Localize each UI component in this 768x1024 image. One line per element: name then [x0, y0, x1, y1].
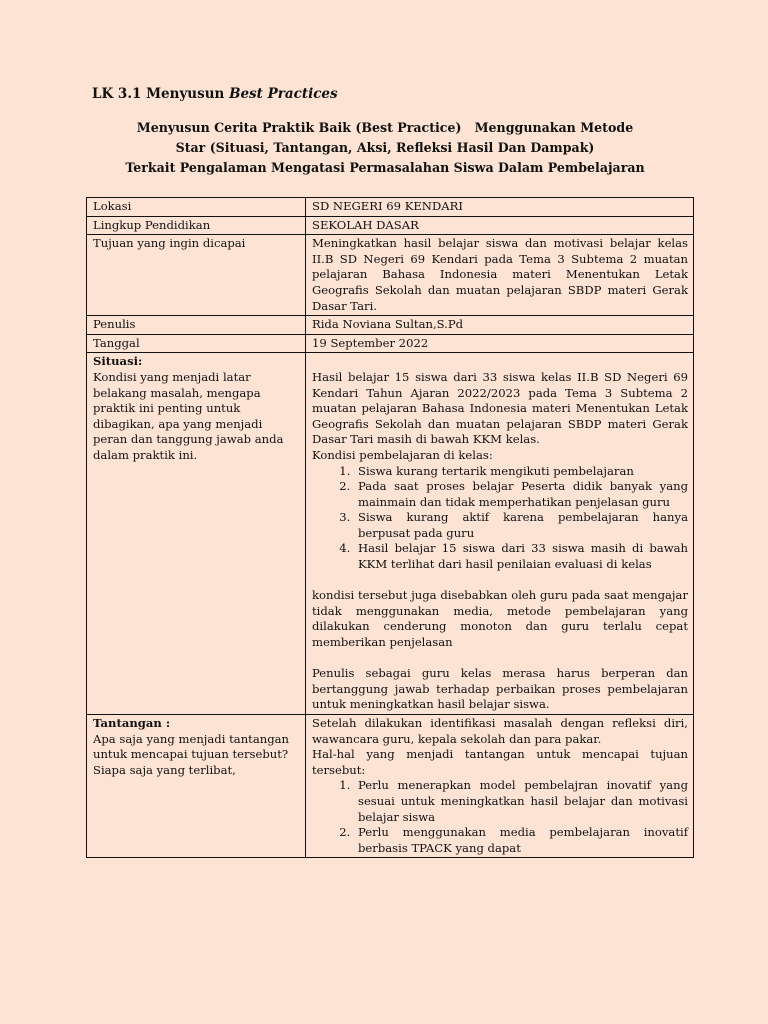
label-tanggal: Tanggal — [87, 334, 306, 353]
situasi-intro: Hasil belajar 15 siswa dari 33 siswa kelas II.B SD Negeri 69 Kendari Tahun Ajaran 2022/2023 pada Tema 3 Subtema 2 muatan pelajaran Bahasa Indonesia materi Menentukan Letak Geografis Sekolah dan muatan pelajaran SBDP materi Gerak Dasar Tari masih di bawah KKM kelas. — [312, 369, 688, 447]
list-item: 2. Pada saat proses belajar Peserta didik banyak yang mainmain dan tidak memperhatikan penjelasan guru — [354, 479, 688, 510]
tantangan-content-cell — [306, 715, 694, 858]
tantangan-list — [312, 778, 688, 856]
heading-line-2: Star (Situasi, Tantangan, Aksi, Refleksi Hasil Dan Dampak) — [175, 140, 595, 155]
list-item: 3. Siswa kurang aktif karena pembelajaran hanya berpusat pada guru — [354, 510, 688, 541]
list-item: 4. Hasil belajar 15 siswa dari 33 siswa masih di bawah KKM terlihat dari hasil penilaian evaluasi di kelas — [354, 541, 688, 572]
situasi-content-cell — [306, 353, 694, 715]
tantangan-title: Tantangan : — [93, 716, 171, 730]
label-lingkup: Lingkup Pendidikan — [87, 216, 306, 235]
tantangan-prompt: Apa saja yang menjadi tantangan untuk mencapai tujuan tersebut? Siapa saja yang terlibat, — [93, 731, 290, 777]
situasi-paragraph-3: Penulis sebagai guru kelas merasa harus berperan dan bertanggung jawab terhadap perbaikan proses pembelajaran untuk meningkatkan hasil belajar siswa. — [312, 666, 688, 712]
lk-title: LK 3.1 Menyusun Best Practices — [92, 86, 338, 102]
situasi-title: Situasi: — [93, 354, 143, 369]
label-penulis: Penulis — [87, 316, 306, 335]
situasi-paragraph-2: kondisi tersebut juga disebabkan oleh guru pada saat mengajar tidak menggunakan media, metode pembelajaran yang dilakukan cenderung monoton dan guru terlalu cepat memberikan penjelasan — [312, 588, 688, 650]
row-tujuan — [87, 235, 694, 316]
best-practice-table — [86, 197, 694, 858]
tantangan-intro-2: Hal-hal yang menjadi tantangan untuk mencapai tujuan tersebut: — [312, 747, 688, 777]
list-item: 1. Perlu menerapkan model pembelajran inovatif yang sesuai untuk meningkatkan hasil belajar dan motivasi belajar siswa — [354, 778, 688, 825]
label-lokasi: Lokasi — [87, 198, 306, 217]
value-tanggal: 19 September 2022 — [306, 334, 694, 353]
value-penulis: Rida Noviana Sultan,S.Pd — [306, 316, 694, 335]
situasi-label-cell — [87, 353, 306, 715]
tantangan-label-cell — [87, 715, 306, 858]
document-heading — [80, 118, 690, 178]
value-lingkup: SEKOLAH DASAR — [306, 216, 694, 235]
value-lokasi: SD NEGERI 69 KENDARI — [306, 198, 694, 217]
row-lokasi — [87, 198, 694, 217]
list-item: 1. Siswa kurang tertarik mengikuti pembelajaran — [354, 464, 688, 480]
value-tujuan: Meningkatkan hasil belajar siswa dan motivasi belajar kelas II.B SD Negeri 69 Kendari pada Tema 3 Subtema 2 muatan pelajaran Bahasa Indonesia materi Menentukan Letak Geografis Sekolah dan muatan pelajaran SBDP materi Gerak Dasar Tari. — [306, 235, 694, 316]
label-tujuan: Tujuan yang ingin dicapai — [87, 235, 306, 316]
situasi-prompt: Kondisi yang menjadi latar belakang masalah, mengapa praktik ini penting untuk dibagikan, apa yang menjadi peran dan tanggung jawab anda dalam praktik ini. — [93, 369, 284, 462]
heading-line-1: Menyusun Cerita Praktik Baik (Best Practice) Menggunakan Metode — [136, 120, 634, 135]
heading-line-3: Terkait Pengalaman Mengatasi Permasalahan Siswa Dalam Pembelajaran — [125, 160, 645, 175]
situasi-list — [312, 464, 688, 573]
row-tanggal — [87, 334, 694, 353]
row-situasi — [87, 353, 694, 715]
tantangan-intro: Setelah dilakukan identifikasi masalah dengan refleksi diri, wawancara guru, kepala sekolah dan para pakar. — [312, 716, 688, 746]
row-tantangan — [87, 715, 694, 858]
list-item: 2. Perlu menggunakan media pembelajaran inovatif berbasis TPACK yang dapat — [354, 825, 688, 856]
row-lingkup — [87, 216, 694, 235]
situasi-kondisi-label: Kondisi pembelajaran di kelas: — [312, 447, 493, 462]
row-penulis — [87, 316, 694, 335]
